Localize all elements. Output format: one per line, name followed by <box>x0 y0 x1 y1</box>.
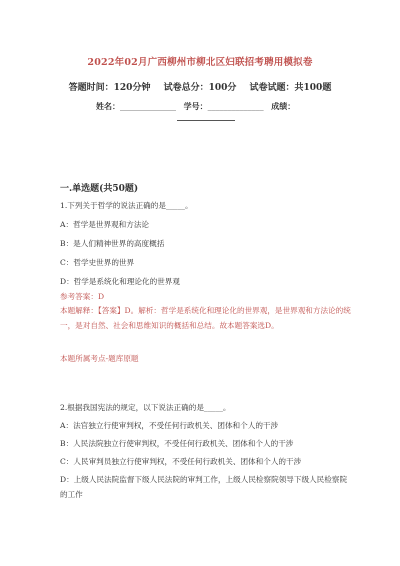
exam-question-count: 试卷试题：共100题 <box>249 83 332 93</box>
name-label: 姓名： <box>96 101 120 111</box>
option-b: B：是人们精神世界的高度概括 <box>60 239 165 248</box>
score-label: 成绩： <box>271 101 296 111</box>
option-c: C：人民审判员独立行使审判权，不受任何行政机关、团体和个人的干涉 <box>60 457 302 466</box>
option-b: B：人民法院独立行使审判权，不受任何行政机关、团体和个人的干涉 <box>60 439 294 448</box>
exam-total-score: 试卷总分：100分 <box>163 83 237 93</box>
student-id-blank: ______________ <box>207 102 264 111</box>
question-1 <box>60 198 350 289</box>
option-a: A：哲学是世界观和方法论 <box>60 220 150 229</box>
question-2 <box>60 400 350 502</box>
option-d: D：上级人民法院监督下级人民法院的审判工作，上级人民检察院领导下级人民检察院的工作 <box>60 475 348 499</box>
student-id-label: 学号： <box>183 101 208 111</box>
option-d: D：哲学是系统化和理论化的世界观 <box>60 277 180 286</box>
student-info-line <box>96 101 295 112</box>
analysis-1: 本题解释：【答案】D。解析：哲学是系统化和理论化的世界观，是世界观和方法论的统一，是对自然、社会和思维知识的概括和总结。故本题答案选D。 <box>60 306 351 330</box>
question-stem: 2.根据我国宪法的规定，以下说法正确的是_____。 <box>60 403 231 412</box>
document-title: 2022年02月广西柳州市柳北区妇联招考聘用模拟卷 <box>87 57 313 68</box>
answer-1: 参考答案：D <box>60 292 105 301</box>
name-blank: ______________ <box>120 102 176 111</box>
option-c: C：哲学史世界的世界 <box>60 258 135 267</box>
exam-time: 答题时间：120分钟 <box>68 83 151 93</box>
source-1: 本题所属考点-题库原题 <box>60 354 139 363</box>
score-blank <box>177 112 235 121</box>
section-heading: 一.单选题(共50题) <box>60 184 139 194</box>
option-a: A：法官独立行使审判权，不受任何行政机关、团体和个人的干涉 <box>60 421 279 430</box>
exam-info-line <box>0 80 400 93</box>
question-stem: 1.下列关于哲学的说法正确的是_____。 <box>60 201 193 210</box>
